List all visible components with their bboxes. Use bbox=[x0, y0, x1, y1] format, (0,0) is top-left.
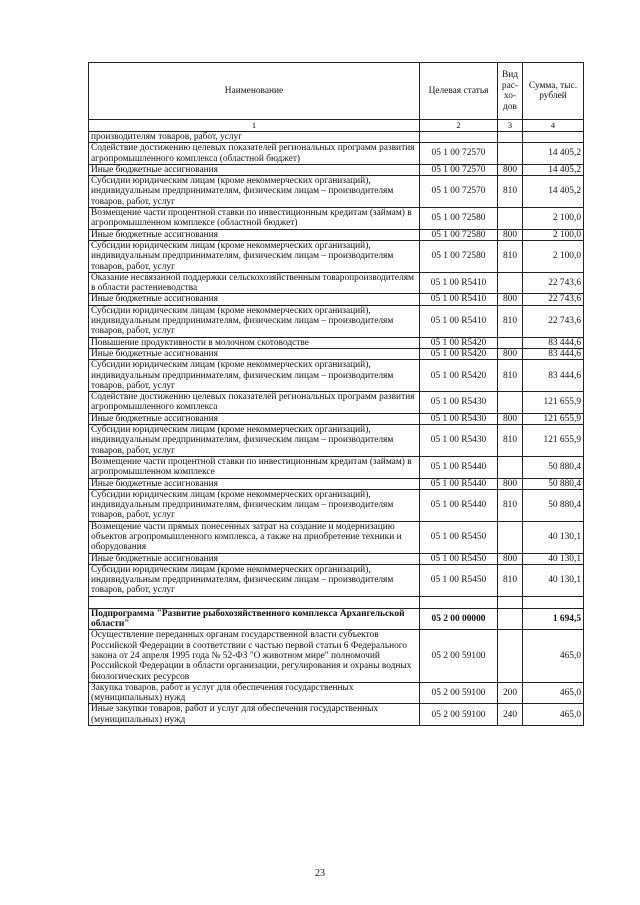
row-target-article bbox=[420, 596, 498, 608]
table-row bbox=[89, 413, 584, 424]
table-row bbox=[89, 478, 584, 489]
row-target-article: 05 1 00 R5450 bbox=[420, 521, 498, 553]
row-name: Субсидии юридическим лицам (кроме некоммерческих организаций), индивидуальным предпринимателям, физическим лицам – производителям товаров, работ, услуг bbox=[89, 489, 420, 521]
row-target-article: 05 1 00 72570 bbox=[420, 143, 498, 165]
row-expense-type: 800 bbox=[498, 553, 523, 564]
table-row bbox=[89, 704, 584, 726]
row-expense-type bbox=[498, 608, 523, 630]
row-expense-type bbox=[498, 521, 523, 553]
table-row bbox=[89, 176, 584, 208]
row-sum: 2 100,0 bbox=[523, 208, 584, 230]
column-number: 3 bbox=[498, 120, 523, 132]
row-name: Иные бюджетные ассигнования bbox=[89, 294, 420, 305]
row-name: Субсидии юридическим лицам (кроме некоммерческих организаций), индивидуальным предпринимателям, физическим лицам – производителям товаров, работ, услуг bbox=[89, 176, 420, 208]
row-sum: 83 444,6 bbox=[523, 337, 584, 348]
row-target-article: 05 2 00 59100 bbox=[420, 630, 498, 682]
row-expense-type: 800 bbox=[498, 413, 523, 424]
table-header-row bbox=[89, 63, 584, 120]
table-row bbox=[89, 553, 584, 564]
row-expense-type bbox=[498, 392, 523, 414]
table-row bbox=[89, 682, 584, 704]
table-row bbox=[89, 608, 584, 630]
row-target-article: 05 1 00 R5410 bbox=[420, 294, 498, 305]
row-sum: 22 743,6 bbox=[523, 305, 584, 337]
row-sum: 50 880,4 bbox=[523, 456, 584, 478]
row-target-article: 05 1 00 R5430 bbox=[420, 413, 498, 424]
row-sum: 50 880,4 bbox=[523, 489, 584, 521]
table-row bbox=[89, 564, 584, 596]
row-sum: 83 444,6 bbox=[523, 360, 584, 392]
row-expense-type: 800 bbox=[498, 229, 523, 240]
row-target-article: 05 1 00 R5440 bbox=[420, 489, 498, 521]
row-name: Содействие достижению целевых показателей региональных программ развития агропромышленного комплекса (областной бюджет) bbox=[89, 143, 420, 165]
table-row bbox=[89, 425, 584, 457]
row-expense-type: 800 bbox=[498, 294, 523, 305]
row-expense-type: 810 bbox=[498, 176, 523, 208]
row-name: производителям товаров, работ, услуг bbox=[89, 132, 420, 143]
row-name: Субсидии юридическим лицам (кроме некоммерческих организаций), индивидуальным предпринимателям, физическим лицам – производителям товаров, работ, услуг bbox=[89, 305, 420, 337]
column-number: 1 bbox=[89, 120, 420, 132]
row-target-article: 05 1 00 R5450 bbox=[420, 564, 498, 596]
row-target-article: 05 1 00 R5430 bbox=[420, 392, 498, 414]
table-row bbox=[89, 456, 584, 478]
table-row bbox=[89, 164, 584, 175]
row-target-article: 05 1 00 R5420 bbox=[420, 337, 498, 348]
table-row bbox=[89, 392, 584, 414]
table-row bbox=[89, 630, 584, 682]
row-expense-type: 810 bbox=[498, 425, 523, 457]
row-sum: 2 100,0 bbox=[523, 240, 584, 272]
row-expense-type: 240 bbox=[498, 704, 523, 726]
row-sum: 40 130,1 bbox=[523, 553, 584, 564]
table-row bbox=[89, 360, 584, 392]
row-sum: 40 130,1 bbox=[523, 521, 584, 553]
row-name bbox=[89, 596, 420, 608]
row-sum bbox=[523, 132, 584, 143]
row-name: Иные бюджетные ассигнования bbox=[89, 413, 420, 424]
table-row bbox=[89, 208, 584, 230]
row-name: Содействие достижению целевых показателей региональных программ развития агропромышленного комплекса bbox=[89, 392, 420, 414]
row-target-article: 05 1 00 72580 bbox=[420, 208, 498, 230]
row-target-article: 05 1 00 R5420 bbox=[420, 360, 498, 392]
column-number: 4 bbox=[523, 120, 584, 132]
row-name: Подпрограмма "Развитие рыбохозяйственного комплекса Архангельской области" bbox=[89, 608, 420, 630]
row-target-article: 05 1 00 R5440 bbox=[420, 456, 498, 478]
row-target-article: 05 1 00 72570 bbox=[420, 164, 498, 175]
row-target-article: 05 2 00 59100 bbox=[420, 704, 498, 726]
row-sum: 1 694,5 bbox=[523, 608, 584, 630]
row-sum: 121 655,9 bbox=[523, 413, 584, 424]
table-row bbox=[89, 348, 584, 359]
row-sum bbox=[523, 596, 584, 608]
row-expense-type bbox=[498, 596, 523, 608]
page-number: 23 bbox=[315, 868, 325, 879]
table-row bbox=[89, 143, 584, 165]
row-name: Иные закупки товаров, работ и услуг для обеспечения государственных (муниципальных) нужд bbox=[89, 704, 420, 726]
row-expense-type bbox=[498, 456, 523, 478]
row-expense-type: 810 bbox=[498, 489, 523, 521]
row-expense-type bbox=[498, 143, 523, 165]
row-name: Возмещение части прямых понесенных затрат на создание и модернизацию объектов агропромышленного комплекса, а также на приобретение техники и оборудования bbox=[89, 521, 420, 553]
table-row bbox=[89, 229, 584, 240]
row-name: Субсидии юридическим лицам (кроме некоммерческих организаций), индивидуальным предпринимателям, физическим лицам – производителям товаров, работ, услуг bbox=[89, 564, 420, 596]
row-expense-type bbox=[498, 337, 523, 348]
row-name: Повышение продуктивности в молочном скотоводстве bbox=[89, 337, 420, 348]
row-sum: 22 743,6 bbox=[523, 272, 584, 294]
row-sum: 121 655,9 bbox=[523, 392, 584, 414]
table-row bbox=[89, 272, 584, 294]
row-name: Возмещение части процентной ставки по инвестиционным кредитам (займам) в агропромышленном комплексе bbox=[89, 456, 420, 478]
table-row bbox=[89, 305, 584, 337]
table-row bbox=[89, 521, 584, 553]
row-name: Субсидии юридическим лицам (кроме некоммерческих организаций), индивидуальным предпринимателям, физическим лицам – производителям товаров, работ, услуг bbox=[89, 360, 420, 392]
row-sum: 121 655,9 bbox=[523, 425, 584, 457]
row-target-article: 05 1 00 R5430 bbox=[420, 425, 498, 457]
row-name: Иные бюджетные ассигнования bbox=[89, 553, 420, 564]
row-sum: 40 130,1 bbox=[523, 564, 584, 596]
row-target-article: 05 1 00 72580 bbox=[420, 240, 498, 272]
row-sum: 2 100,0 bbox=[523, 229, 584, 240]
row-sum: 50 880,4 bbox=[523, 478, 584, 489]
column-number-row bbox=[89, 120, 584, 132]
row-expense-type bbox=[498, 208, 523, 230]
row-target-article bbox=[420, 132, 498, 143]
row-expense-type bbox=[498, 272, 523, 294]
row-expense-type: 810 bbox=[498, 240, 523, 272]
header-expense-type: Вид рас- хо- дов bbox=[498, 63, 523, 120]
row-sum: 83 444,6 bbox=[523, 348, 584, 359]
row-sum: 14 405,2 bbox=[523, 164, 584, 175]
row-target-article: 05 1 00 R5440 bbox=[420, 478, 498, 489]
row-target-article: 05 2 00 00000 bbox=[420, 608, 498, 630]
row-target-article: 05 2 00 59100 bbox=[420, 682, 498, 704]
row-sum: 14 405,2 bbox=[523, 176, 584, 208]
table-row bbox=[89, 489, 584, 521]
budget-table bbox=[88, 62, 584, 726]
row-name: Иные бюджетные ассигнования bbox=[89, 478, 420, 489]
column-number: 2 bbox=[420, 120, 498, 132]
table-body bbox=[89, 132, 584, 726]
row-name: Осуществление переданных органам государственной власти субъектов Российской Федерации в соответствии с частью первой статьи 6 Федерального закона от 24 апреля 1995 года № 52-ФЗ "О животном мире" полномочий Российской Федерации в области организации, регулирования и охраны водных биологических ресурсов bbox=[89, 630, 420, 682]
header-name: Наименование bbox=[89, 63, 420, 120]
row-expense-type bbox=[498, 132, 523, 143]
row-expense-type: 810 bbox=[498, 305, 523, 337]
row-name: Субсидии юридическим лицам (кроме некоммерческих организаций), индивидуальным предпринимателям, физическим лицам – производителям товаров, работ, услуг bbox=[89, 425, 420, 457]
row-expense-type: 800 bbox=[498, 164, 523, 175]
row-name: Возмещение части процентной ставки по инвестиционным кредитам (займам) в агропромышленном комплексе (областной бюджет) bbox=[89, 208, 420, 230]
row-target-article: 05 1 00 R5410 bbox=[420, 272, 498, 294]
row-name: Иные бюджетные ассигнования bbox=[89, 164, 420, 175]
header-target-article: Целевая статья bbox=[420, 63, 498, 120]
row-expense-type: 200 bbox=[498, 682, 523, 704]
table-row bbox=[89, 132, 584, 143]
row-expense-type: 810 bbox=[498, 360, 523, 392]
row-sum: 465,0 bbox=[523, 682, 584, 704]
row-expense-type bbox=[498, 630, 523, 682]
table-row bbox=[89, 337, 584, 348]
row-sum: 14 405,2 bbox=[523, 143, 584, 165]
table-row bbox=[89, 294, 584, 305]
row-expense-type: 810 bbox=[498, 564, 523, 596]
row-expense-type: 800 bbox=[498, 348, 523, 359]
row-target-article: 05 1 00 R5450 bbox=[420, 553, 498, 564]
row-target-article: 05 1 00 R5410 bbox=[420, 305, 498, 337]
row-sum: 22 743,6 bbox=[523, 294, 584, 305]
row-sum: 465,0 bbox=[523, 704, 584, 726]
row-target-article: 05 1 00 72570 bbox=[420, 176, 498, 208]
row-name: Закупка товаров, работ и услуг для обеспечения государственных (муниципальных) нужд bbox=[89, 682, 420, 704]
row-target-article: 05 1 00 R5420 bbox=[420, 348, 498, 359]
row-target-article: 05 1 00 72580 bbox=[420, 229, 498, 240]
row-sum: 465,0 bbox=[523, 630, 584, 682]
row-expense-type: 800 bbox=[498, 478, 523, 489]
table-row bbox=[89, 240, 584, 272]
row-name: Иные бюджетные ассигнования bbox=[89, 348, 420, 359]
row-name: Оказание несвязанной поддержки сельскохозяйственным товаропроизводителям в области растениеводства bbox=[89, 272, 420, 294]
row-name: Иные бюджетные ассигнования bbox=[89, 229, 420, 240]
header-sum: Сумма, тыс. рублей bbox=[523, 63, 584, 120]
table-row bbox=[89, 596, 584, 608]
row-name: Субсидии юридическим лицам (кроме некоммерческих организаций), индивидуальным предпринимателям, физическим лицам – производителям товаров, работ, услуг bbox=[89, 240, 420, 272]
